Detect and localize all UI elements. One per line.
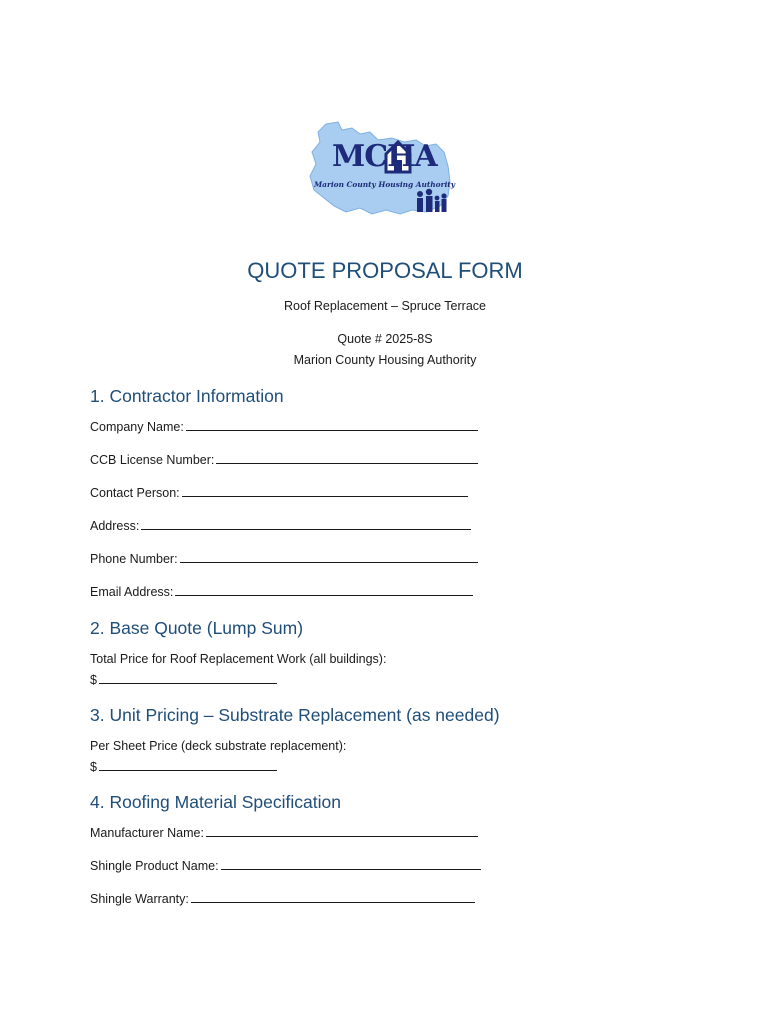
organization-name: Marion County Housing Authority: [293, 353, 477, 367]
address-label: Address:: [90, 519, 140, 533]
quote-number: Quote # 2025-8S: [337, 332, 433, 346]
shingle-product-label: Shingle Product Name:: [90, 859, 219, 873]
manufacturer-name-input[interactable]: [206, 825, 478, 837]
contact-person-input[interactable]: [182, 485, 468, 497]
logo-tagline: Marion County Housing Authority: [314, 180, 455, 189]
mcha-logo: [308, 120, 456, 220]
total-price-input[interactable]: [99, 672, 277, 684]
shingle-warranty-label: Shingle Warranty:: [90, 892, 189, 906]
section-heading-unit-pricing: 3. Unit Pricing – Substrate Replacement (as needed): [90, 705, 500, 725]
manufacturer-name-field: [90, 825, 478, 841]
address-field: [90, 518, 471, 534]
per-sheet-price-label: Per Sheet Price (deck substrate replacement):: [90, 739, 347, 753]
total-price-label: Total Price for Roof Replacement Work (all buildings):: [90, 652, 387, 666]
shingle-warranty-field: [90, 891, 475, 907]
page-title: QUOTE PROPOSAL FORM: [247, 258, 523, 283]
shingle-product-field: [90, 858, 481, 874]
section-heading-material: 4. Roofing Material Specification: [90, 792, 341, 812]
total-price-field: [90, 672, 277, 688]
contact-person-field: [90, 485, 468, 501]
phone-number-field: [90, 551, 478, 567]
company-name-input[interactable]: [186, 419, 478, 431]
section-heading-base-quote: 2. Base Quote (Lump Sum): [90, 618, 304, 638]
email-address-field: [90, 584, 473, 600]
logo-abbreviation: MCHA: [332, 139, 437, 174]
company-name-label: Company Name:: [90, 420, 184, 434]
per-sheet-price-field: [90, 759, 277, 775]
section-heading-contractor: 1. Contractor Information: [90, 386, 284, 406]
ccb-license-label: CCB License Number:: [90, 453, 215, 467]
ccb-license-field: [90, 452, 478, 468]
contact-person-label: Contact Person:: [90, 486, 180, 500]
shingle-product-input[interactable]: [221, 858, 481, 870]
company-name-field: [90, 419, 478, 435]
phone-number-input[interactable]: [180, 551, 478, 563]
manufacturer-name-label: Manufacturer Name:: [90, 826, 204, 840]
per-sheet-price-currency: $: [90, 760, 97, 774]
address-input[interactable]: [141, 518, 471, 530]
email-address-label: Email Address:: [90, 585, 174, 599]
total-price-currency: $: [90, 673, 97, 687]
ccb-license-input[interactable]: [216, 452, 478, 464]
shingle-warranty-input[interactable]: [191, 891, 475, 903]
email-address-input[interactable]: [175, 584, 473, 596]
phone-number-label: Phone Number:: [90, 552, 178, 566]
project-subtitle: Roof Replacement – Spruce Terrace: [284, 299, 486, 313]
per-sheet-price-input[interactable]: [99, 759, 277, 771]
